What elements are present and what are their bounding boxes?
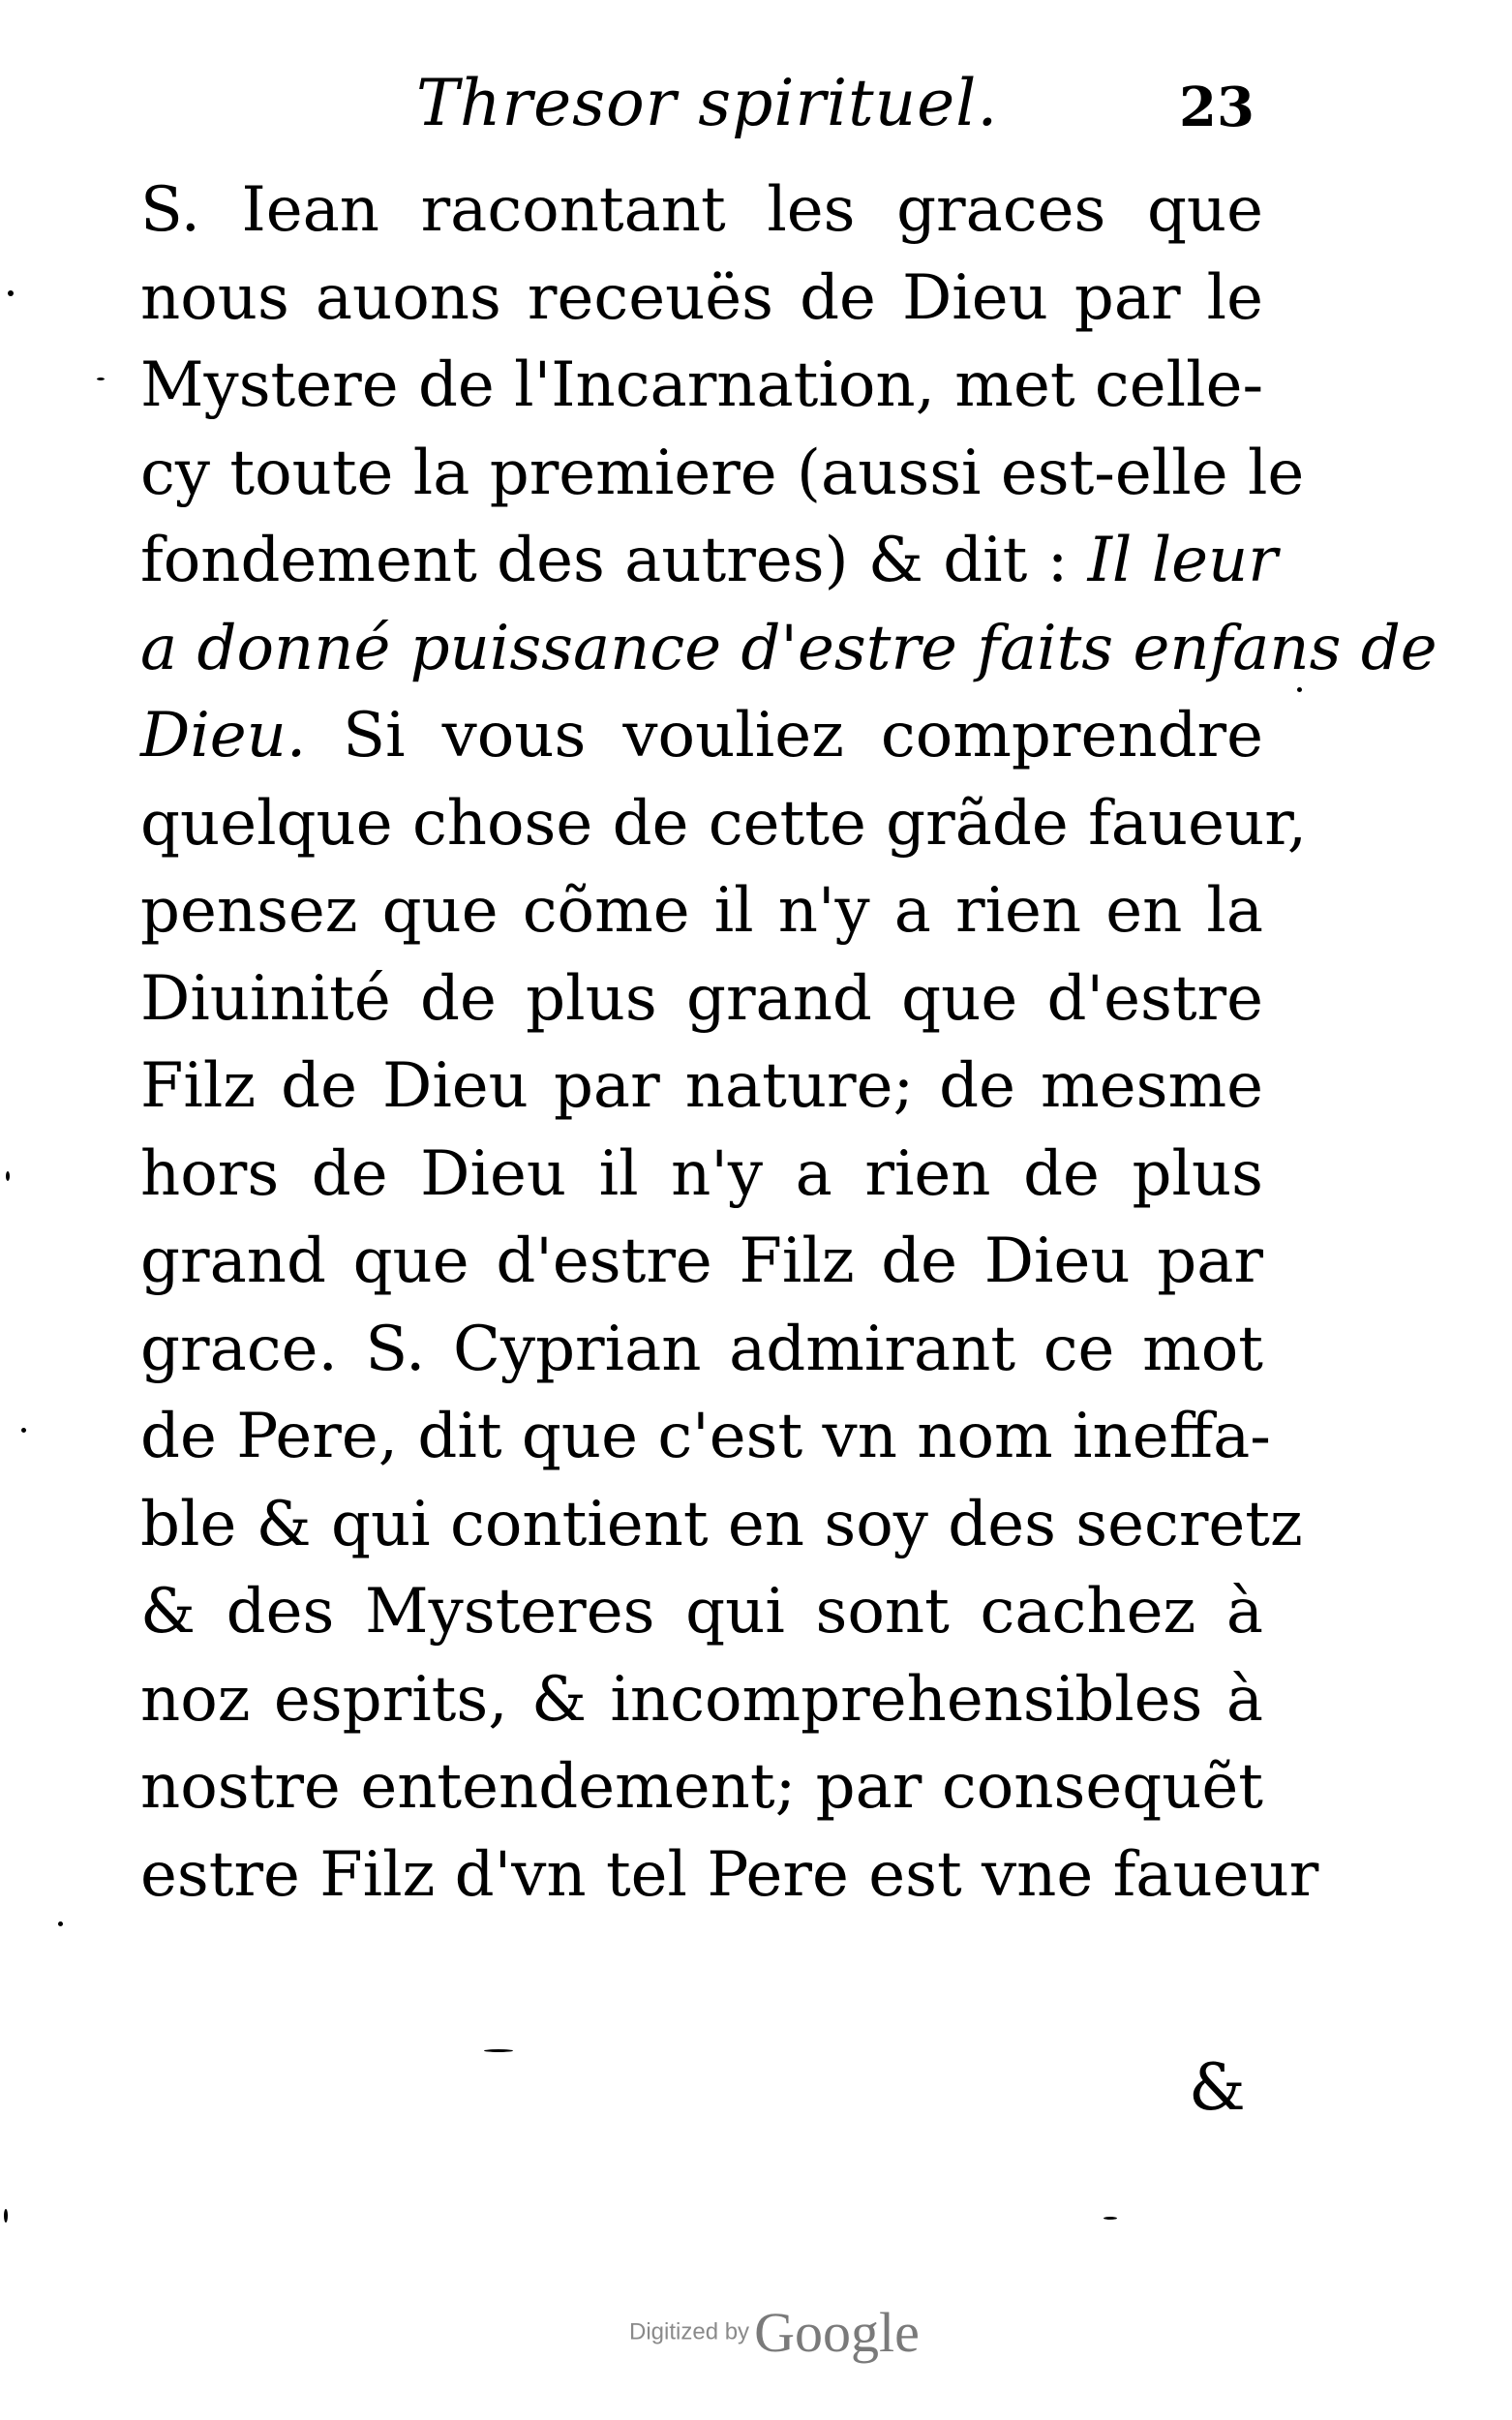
text-line	[140, 1043, 1263, 1131]
scan-speck	[6, 1171, 10, 1181]
catchword: &	[1189, 2050, 1246, 2125]
running-title: Thresor spirituel.	[416, 66, 999, 140]
text-line	[140, 1743, 1263, 1831]
text-line	[140, 780, 1308, 868]
text-line	[140, 1656, 1263, 1744]
text-line	[140, 1218, 1263, 1306]
text-line	[140, 1831, 1319, 1920]
text-line	[140, 1131, 1263, 1219]
text-line	[140, 1306, 1263, 1394]
text-line-roman: nostre entendement; par consequẽt	[140, 1751, 1263, 1823]
text-line-italic: Il leur	[1087, 525, 1278, 596]
text-line	[140, 517, 1278, 605]
text-line	[140, 166, 1263, 255]
text-line	[140, 1568, 1263, 1656]
text-line-roman: fondement des autres) & dit :	[140, 525, 1088, 596]
text-line-roman: noz esprits, & incomprehensibles à	[140, 1663, 1263, 1736]
digitized-watermark	[629, 2300, 920, 2365]
text-line-roman: & des Mysteres qui sont cachez à	[140, 1576, 1263, 1648]
scan-speck	[97, 378, 105, 380]
scan-speck	[21, 1428, 26, 1433]
text-line-italic: Dieu.	[140, 700, 307, 771]
text-line	[140, 430, 1305, 518]
text-line-roman: S. Iean racontant les graces que	[140, 174, 1263, 246]
text-line-roman: cy toute la premiere (aussi est-elle le	[140, 437, 1305, 509]
text-line	[140, 1481, 1303, 1569]
scan-speck	[484, 2049, 513, 2052]
google-logo: Google	[754, 2301, 920, 2364]
digitized-by-label: Digitized by	[629, 2318, 750, 2345]
text-line-roman: Mystere de l'Incarnation, met celle-	[140, 349, 1264, 421]
text-line	[140, 692, 1263, 780]
text-line-roman: de Pere, dit que c'est vn nom ineffa-	[140, 1401, 1271, 1472]
text-line-roman: quelque chose de cette grãde faueur,	[140, 787, 1308, 860]
scan-speck	[8, 290, 14, 296]
text-line-roman: Si vous vouliez comprendre	[306, 700, 1263, 771]
text-line	[140, 255, 1263, 343]
scan-speck	[58, 1921, 63, 1926]
text-line-roman: Filz de Dieu par nature; de mesme	[140, 1050, 1263, 1122]
text-line-italic: a donné puissance d'estre faits enfans de	[140, 612, 1437, 684]
text-line-roman: grace. S. Cyprian admirant ce mot	[140, 1313, 1263, 1385]
text-line-roman: grand que d'estre Filz de Dieu par	[140, 1225, 1263, 1297]
text-line	[140, 1393, 1271, 1481]
scan-speck	[1297, 687, 1302, 692]
text-line-roman: Diuinité de plus grand que d'estre	[140, 962, 1263, 1035]
text-line-roman: nous auons receuës de Dieu par le	[140, 261, 1263, 334]
scan-speck	[4, 2209, 8, 2223]
body-text	[140, 166, 1437, 1919]
text-line-roman: estre Filz d'vn tel Pere est vne faueur	[140, 1838, 1319, 1911]
text-line-roman: ble & qui contient en soy des secretz	[140, 1488, 1303, 1560]
page-number: 23	[1179, 76, 1255, 139]
text-line-roman: hors de Dieu il n'y a rien de plus	[140, 1137, 1263, 1210]
text-line	[140, 955, 1263, 1044]
scan-speck	[1104, 2217, 1117, 2220]
text-line	[140, 342, 1263, 430]
text-line	[140, 867, 1263, 955]
text-line	[140, 605, 1437, 693]
text-line-roman: pensez que cõme il n'y a rien en la	[140, 875, 1263, 947]
